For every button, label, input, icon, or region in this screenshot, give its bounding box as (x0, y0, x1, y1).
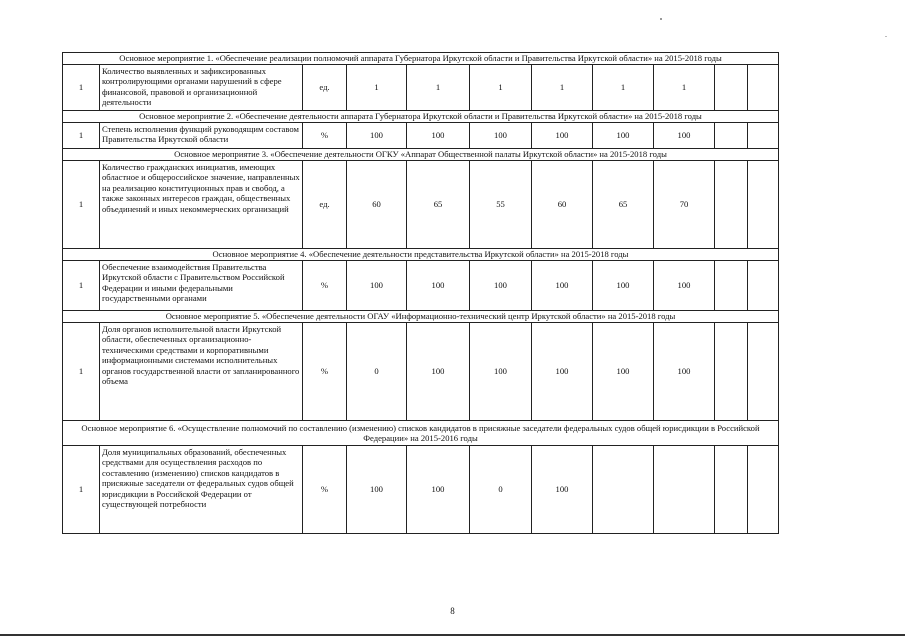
value-cell: 100 (470, 323, 532, 421)
value-cell: 100 (654, 323, 715, 421)
value-cell (654, 446, 715, 534)
value-cell: 100 (407, 123, 470, 149)
value-cell: 100 (470, 123, 532, 149)
scan-edge-divider (0, 634, 905, 636)
unit-cell: ед. (303, 161, 347, 249)
indicator-name: Доля органов исполнительной власти Иркутской области, обеспеченных организационно-техническими средствами и корпоративными информационными системами исполнительных органов государственной власти от запланированного объема (100, 323, 303, 421)
value-cell: 100 (532, 323, 593, 421)
section-heading: Основное мероприятие 3. «Обеспечение деятельности ОГКУ «Аппарат Общественной палаты Иркутской области» на 2015-2018 годы (63, 149, 779, 161)
value-cell (748, 123, 779, 149)
value-cell: 100 (347, 446, 407, 534)
value-cell: 100 (654, 123, 715, 149)
value-cell: 0 (470, 446, 532, 534)
value-cell (715, 323, 748, 421)
section-heading: Основное мероприятие 2. «Обеспечение деятельности аппарата Губернатора Иркутской области и Правительства Иркутской области» на 2015-2018 годы (63, 111, 779, 123)
page-number: 8 (450, 606, 455, 616)
value-cell: 1 (347, 65, 407, 111)
value-cell (748, 65, 779, 111)
scan-speck (660, 18, 662, 20)
section-heading-row (63, 149, 779, 161)
row-number: 1 (63, 123, 100, 149)
indicator-name: Доля муниципальных образований, обеспеченных средствами для осуществления расходов по составлению (изменению) списков кандидатов в присяжные заседатели от федеральных судов общей юрисдикции в Российской Федерации от существующей потребности (100, 446, 303, 534)
value-cell: 100 (593, 261, 654, 311)
value-cell: 100 (532, 261, 593, 311)
section-heading-row (63, 421, 779, 446)
row-number: 1 (63, 446, 100, 534)
row-number: 1 (63, 161, 100, 249)
section-heading: Основное мероприятие 5. «Обеспечение деятельности ОГАУ «Информационно-технический центр Иркутской области» на 2015-2018 годы (63, 311, 779, 323)
value-cell: 100 (407, 261, 470, 311)
value-cell (748, 261, 779, 311)
value-cell: 100 (347, 123, 407, 149)
indicator-name: Количество выявленных и зафиксированных контролирующими органами нарушений в сфере финансовой, правовой и организационной деятельности (100, 65, 303, 111)
value-cell: 100 (407, 323, 470, 421)
value-cell: 100 (407, 446, 470, 534)
indicator-name: Степень исполнения функций руководящим составом Правительства Иркутской области (100, 123, 303, 149)
section-heading: Основное мероприятие 4. «Обеспечение деятельности представительства Иркутской области» на 2015-2018 годы (63, 249, 779, 261)
section-heading-row (63, 311, 779, 323)
section-heading-row (63, 111, 779, 123)
value-cell (748, 161, 779, 249)
value-cell: 100 (593, 323, 654, 421)
value-cell (715, 261, 748, 311)
value-cell (715, 446, 748, 534)
row-number: 1 (63, 261, 100, 311)
value-cell: 1 (470, 65, 532, 111)
value-cell: 100 (593, 123, 654, 149)
value-cell (715, 123, 748, 149)
value-cell: 0 (347, 323, 407, 421)
unit-cell: % (303, 323, 347, 421)
indicator-name: Обеспечение взаимодействия Правительства Иркутской области с Правительством Российской Федерации и иными федеральными государственными органами (100, 261, 303, 311)
value-cell: 1 (407, 65, 470, 111)
value-cell (748, 446, 779, 534)
section-heading-row (63, 249, 779, 261)
value-cell: 1 (593, 65, 654, 111)
table-row (63, 323, 779, 421)
value-cell: 1 (654, 65, 715, 111)
section-heading: Основное мероприятие 1. «Обеспечение реализации полномочий аппарата Губернатора Иркутской области и Правительства Иркутской области» на 2015-2018 годы (63, 53, 779, 65)
section-heading-row (63, 53, 779, 65)
value-cell: 55 (470, 161, 532, 249)
value-cell: 65 (593, 161, 654, 249)
value-cell: 100 (470, 261, 532, 311)
unit-cell: % (303, 261, 347, 311)
table-row (63, 65, 779, 111)
unit-cell: % (303, 123, 347, 149)
value-cell: 100 (532, 446, 593, 534)
unit-cell: ед. (303, 65, 347, 111)
indicator-name: Количество гражданских инициатив, имеющих областное и общероссийское значение, направленных на реализацию конституционных прав и свобод, а также законных интересов граждан, общественных объединений и иных некоммерческих организаций (100, 161, 303, 249)
value-cell: 100 (654, 261, 715, 311)
unit-cell: % (303, 446, 347, 534)
value-cell: 60 (532, 161, 593, 249)
value-cell (715, 161, 748, 249)
table-row (63, 161, 779, 249)
indicator-table (62, 52, 779, 534)
table-row (63, 446, 779, 534)
row-number: 1 (63, 323, 100, 421)
value-cell: 65 (407, 161, 470, 249)
value-cell: 100 (532, 123, 593, 149)
value-cell (593, 446, 654, 534)
scan-speck (885, 36, 887, 37)
value-cell: 70 (654, 161, 715, 249)
value-cell (748, 323, 779, 421)
section-heading: Основное мероприятие 6. «Осуществление полномочий по составлению (изменению) списков кандидатов в присяжные заседатели федеральных судов общей юрисдикции в Российской Федерации» на 2015-2016 годы (63, 421, 779, 446)
table-row (63, 261, 779, 311)
value-cell: 100 (347, 261, 407, 311)
row-number: 1 (63, 65, 100, 111)
value-cell: 60 (347, 161, 407, 249)
table-row (63, 123, 779, 149)
value-cell: 1 (532, 65, 593, 111)
value-cell (715, 65, 748, 111)
